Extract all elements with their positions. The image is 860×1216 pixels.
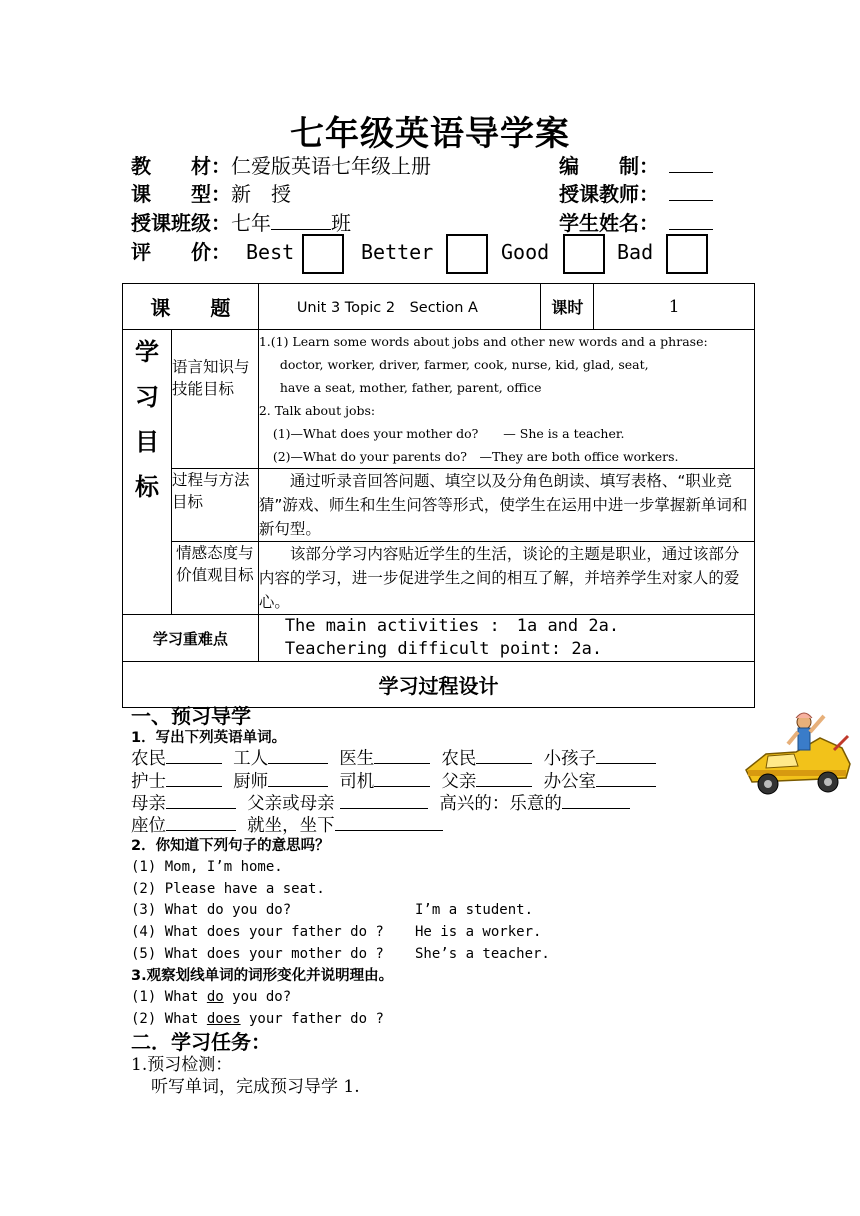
goals-label	[123, 330, 172, 615]
word-prompt: 农民	[131, 749, 166, 769]
lang-line: doctor, worker, driver, farmer, cook, nurse, kid, glad, seat,	[279, 357, 649, 372]
topic-label: 课 题	[123, 284, 259, 330]
class-prefix: 七年	[231, 211, 271, 235]
underline-sentence-1	[131, 986, 291, 1008]
word-prompt: 护士	[131, 772, 166, 792]
key-line: The main activities : 1a and 2a.	[284, 616, 620, 636]
sentence-text: your father do ?	[240, 1011, 384, 1027]
word-blank[interactable]	[562, 790, 630, 809]
emotion-goal-content: 该部分学习内容贴近学生的生活，谈论的主题是职业，通过该部分内容的学习，进一步促进学生之间的相互了解，并培养学生对家人的爱心。	[258, 542, 754, 615]
lang-goal-content	[258, 330, 754, 469]
material-value: 仁爱版英语七年级上册	[231, 154, 431, 178]
type-label: 课 型：	[131, 182, 231, 206]
word-prompt: 厨师	[233, 772, 269, 792]
key-points-content	[258, 615, 754, 662]
emotion-goal-label: 情感态度与价值观目标	[171, 542, 258, 615]
underlined-word: does	[206, 1011, 241, 1027]
goals-char: 标	[134, 473, 159, 501]
design-heading: 学习过程设计	[123, 662, 755, 708]
teacher-label: 授课教师：	[559, 182, 659, 206]
word-prompt: 座位	[131, 816, 166, 836]
teacher-row	[559, 182, 713, 206]
word-blank[interactable]	[476, 768, 532, 787]
lesson-table	[122, 283, 755, 708]
sentence-5: (5) What does your mother do ?	[131, 946, 384, 962]
section2-item1: 1.预习检测：	[131, 1055, 233, 1075]
word-blank[interactable]	[374, 745, 430, 764]
word-prompt: 父亲	[441, 772, 477, 792]
word-blank[interactable]	[268, 768, 328, 787]
sentence-3: (3) What do you do?	[131, 902, 292, 918]
word-blank[interactable]	[166, 812, 236, 831]
eval-best-box[interactable]	[302, 234, 344, 274]
lang-goal-label: 语言知识与技能目标	[171, 330, 258, 469]
material-label: 教 材：	[131, 154, 231, 178]
lang-line: (2)—What do your parents do? —They are both office workers.	[272, 449, 679, 464]
material-row	[131, 154, 431, 178]
teacher-blank[interactable]	[669, 182, 713, 201]
word-blank[interactable]	[268, 745, 328, 764]
goals-char: 学	[134, 338, 159, 366]
word-prompt: 母亲	[131, 794, 166, 814]
period-label: 课时	[541, 284, 594, 330]
sentence-1: (1) Mom, I’m home.	[131, 859, 283, 875]
editor-row	[559, 154, 713, 178]
sentence-4: (4) What does your father do ?	[131, 924, 384, 940]
sentence-text: (2) What	[131, 1011, 207, 1027]
q3-title: 3.观察划线单词的词形变化并说明理由。	[131, 968, 394, 984]
word-prompt: 医生	[339, 749, 375, 769]
class-suffix: 班	[331, 211, 351, 235]
word-blank[interactable]	[476, 745, 532, 764]
word-blank[interactable]	[596, 745, 656, 764]
lang-line: have a seat, mother, father, parent, office	[279, 380, 542, 395]
editor-blank[interactable]	[669, 154, 713, 173]
word-row	[131, 745, 656, 770]
class-label: 授课班级：	[131, 211, 231, 235]
word-blank[interactable]	[166, 768, 222, 787]
eval-good-label: Good	[501, 240, 550, 264]
word-prompt: 工人	[233, 749, 269, 769]
student-row	[559, 211, 713, 235]
period-value: 1	[594, 284, 755, 330]
key-points-label: 学习重难点	[123, 615, 259, 662]
type-row	[131, 182, 291, 206]
eval-good-box[interactable]	[563, 234, 605, 274]
eval-best-label: Best	[246, 240, 295, 264]
key-line: Teachering difficult point: 2a.	[284, 639, 603, 659]
section2-item1-text: 听写单词，完成预习导学 1.	[151, 1077, 360, 1097]
class-row	[131, 211, 351, 235]
sentence-text: you do?	[223, 989, 292, 1005]
eval-bad-label: Bad	[617, 240, 654, 264]
eval-label: 评 价：	[131, 240, 231, 264]
word-prompt: 高兴的：乐意的	[439, 794, 562, 814]
word-blank[interactable]	[335, 812, 443, 831]
word-prompt: 父亲或母亲	[247, 794, 335, 814]
lang-line: (1)—What does your mother do? — She is a teacher.	[272, 426, 625, 441]
eval-row	[131, 240, 231, 264]
student-label: 学生姓名：	[559, 211, 659, 235]
type-value: 新 授	[231, 182, 291, 206]
word-blank[interactable]	[374, 768, 430, 787]
sentence-2: (2) Please have a seat.	[131, 881, 325, 897]
word-prompt: 小孩子	[543, 749, 597, 769]
word-prompt: 农民	[441, 749, 477, 769]
page-title: 七年级英语导学案	[290, 114, 570, 154]
topic-value: Unit 3 Topic 2 Section A	[258, 284, 541, 330]
word-prompt: 司机	[339, 772, 375, 792]
sentence-5-answer: She’s a teacher.	[415, 946, 550, 962]
car-driver-clipart	[738, 708, 856, 804]
word-prompt: 办公室	[543, 772, 597, 792]
q2-title: 2．你知道下列句子的意思吗？	[131, 838, 330, 854]
goals-char: 目	[134, 428, 159, 456]
editor-label: 编 制：	[559, 154, 659, 178]
word-blank[interactable]	[166, 790, 236, 809]
lang-line: 2. Talk about jobs:	[258, 403, 376, 418]
process-goal-content: 通过听录音回答问题、填空以及分角色朗读、填写表格、“职业竞猜”游戏、师生和生生问答等形式，使学生在运用中进一步掌握新单词和新句型。	[258, 469, 754, 542]
goals-char: 习	[134, 383, 159, 411]
eval-bad-box[interactable]	[666, 234, 708, 274]
word-blank[interactable]	[596, 768, 656, 787]
sentence-3-answer: I’m a student.	[415, 902, 534, 918]
class-blank[interactable]	[271, 211, 331, 230]
student-blank[interactable]	[669, 211, 713, 230]
eval-better-label: Better	[361, 240, 434, 264]
q1-title: 1．写出下列英语单词。	[131, 730, 287, 746]
sentence-text: (1) What	[131, 989, 207, 1005]
underlined-word: do	[206, 989, 224, 1005]
word-blank[interactable]	[340, 790, 428, 809]
word-blank[interactable]	[166, 745, 222, 764]
word-prompt: 就坐，坐下	[247, 816, 335, 836]
eval-better-box[interactable]	[446, 234, 488, 274]
section1-heading: 一、预习导学	[131, 704, 251, 728]
sentence-4-answer: He is a worker.	[415, 924, 542, 940]
section2-heading: 二．学习任务：	[131, 1030, 271, 1054]
lang-line: 1.(1) Learn some words about jobs and other new words and a phrase:	[258, 334, 708, 349]
process-goal-label: 过程与方法目标	[171, 469, 258, 542]
